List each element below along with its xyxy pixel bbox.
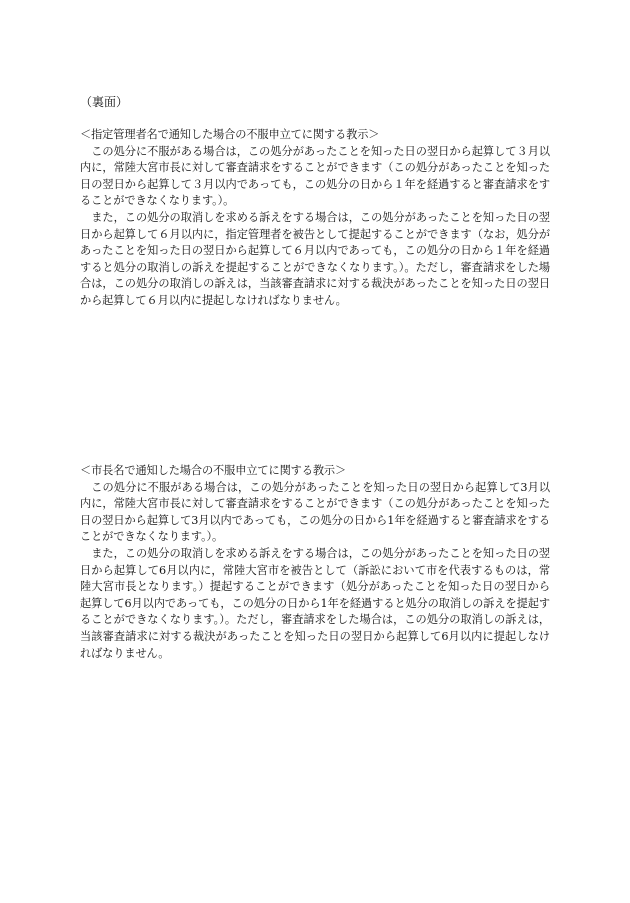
objection-notice-designated-manager — [80, 127, 550, 310]
section-paragraph: この処分に不服がある場合は，この処分があったことを知った日の翌日から起算して３月以内に，常陸大宮市長に対して審査請求をすることができます（この処分があったことを知った日の翌日から起算して３月以内であっても，この処分の日から１年を経過すると審査請求をすることができなくなります。）。 — [80, 144, 550, 208]
section-paragraph: この処分に不服がある場合は，この処分があったことを知った日の翌日から起算して3月以内に，常陸大宮市長に対して審査請求をすることができます（この処分があったことを知った日の翌日から起算して3月以内であっても，この処分の日から1年を経過すると審査請求をすることができなくなります。）。 — [80, 480, 550, 544]
section-heading: ＜市長名で通知した場合の不服申立てに関する教示＞ — [80, 464, 347, 477]
reverse-side-label: （裏面） — [80, 95, 129, 109]
section-heading: ＜指定管理者名で通知した場合の不服申立てに関する教示＞ — [80, 128, 380, 141]
section-paragraph: また，この処分の取消しを求める訴えをする場合は，この処分があったことを知った日の翌日から起算して６月以内に，指定管理者を被告として提起することができます（なお，処分があったことを知った日の翌日から起算して６月以内であっても，この処分の日から１年を経過すると処分の取消しの訴えを提起することができなくなります。）。ただし，審査請求をした場合は，この処分の取消しの訴えは，当該審査請求に対する裁決があったことを知った日の翌日から起算して６月以内に提起しなければなりません。 — [80, 210, 550, 307]
section-paragraph: また，この処分の取消しを求める訴えをする場合は，この処分があったことを知った日の翌日から起算して6月以内に，常陸大宮市を被告として（訴訟において市を代表するものは，常陸大宮市長となります。）提起することができます（処分があったことを知った日の翌日から起算して6月以内であっても，この処分の日から1年を経過すると処分の取消しの訴えを提起することができなくなります。）。ただし，審査請求をした場合は，この処分の取消しの訴えは，当該審査請求に対する裁決があったことを知った日の翌日から起算して6月以内に提起しなければなりません。 — [80, 546, 550, 660]
objection-notice-mayor — [80, 463, 550, 662]
